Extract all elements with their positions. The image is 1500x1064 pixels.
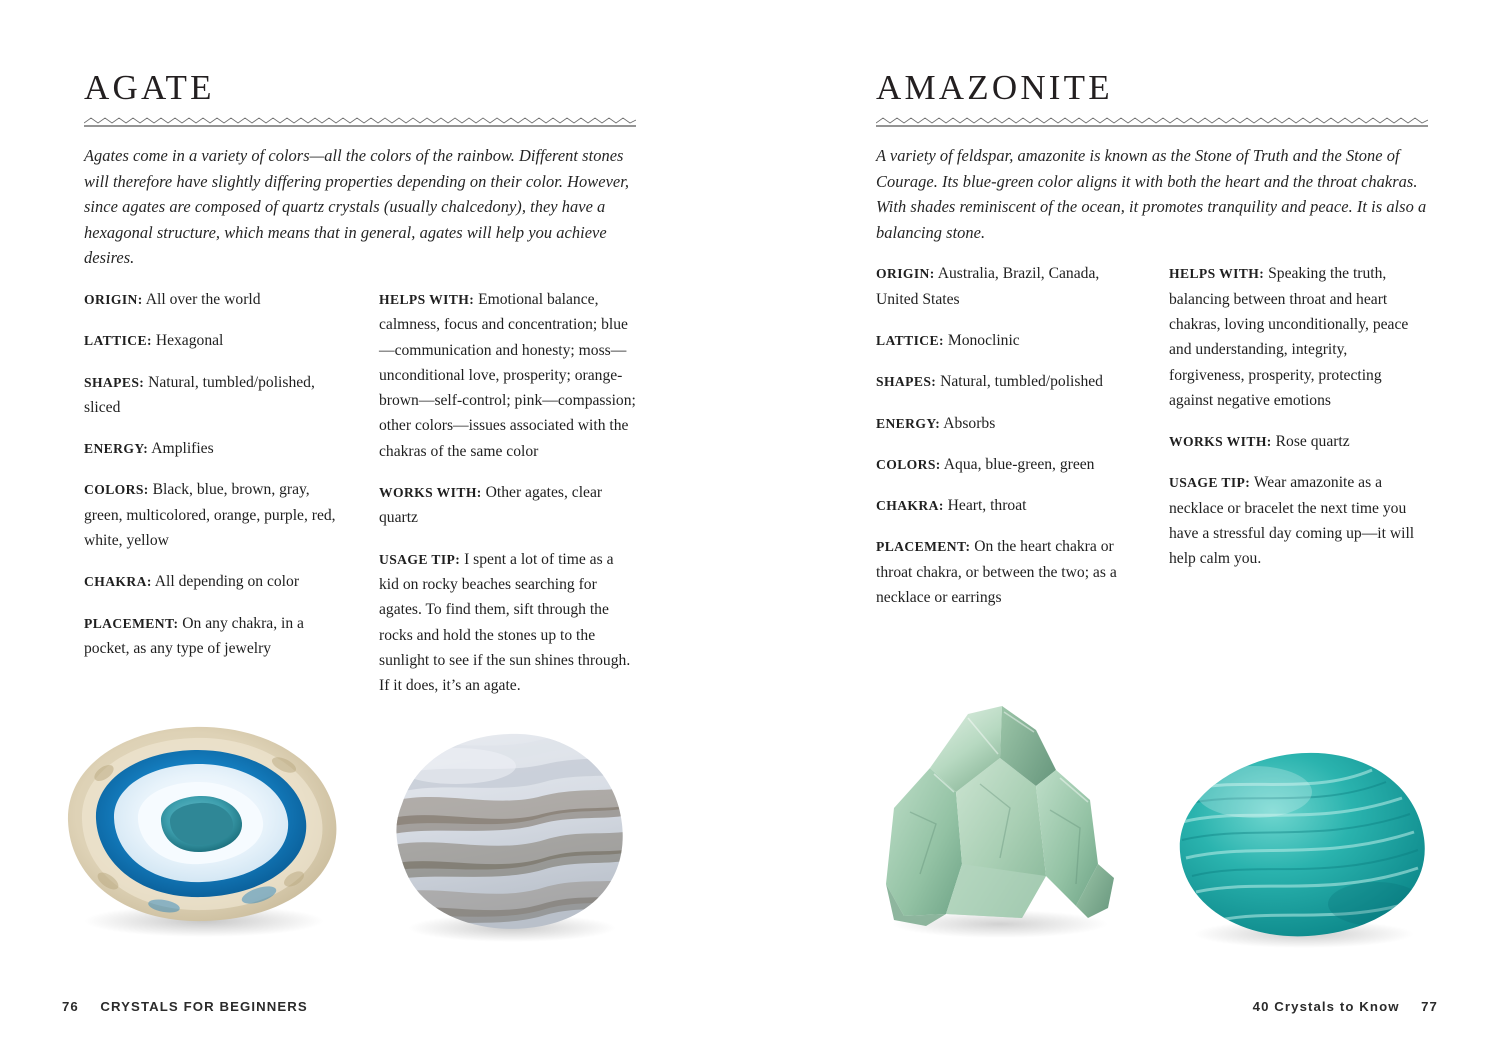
field-lattice <box>84 328 341 353</box>
page-title: AMAZONITE <box>876 68 1113 107</box>
field-value: On any chakra, in a pocket, as any type of jewelry <box>84 614 304 657</box>
field-helps-with <box>379 287 636 464</box>
decorative-wave-divider <box>84 116 636 130</box>
field-value: Hexagonal <box>155 332 224 350</box>
field-value: Heart, throat <box>947 497 1027 515</box>
page-number: 77 <box>1421 999 1438 1014</box>
property-column-right <box>1169 261 1422 610</box>
field-label: ENERGY: <box>84 441 149 457</box>
field-label: WORKS WITH: <box>379 485 482 501</box>
field-label: PLACEMENT: <box>876 539 971 555</box>
intro-paragraph: A variety of feldspar, amazonite is known as the Stone of Truth and the Stone of Courage. Its blue-green color aligns it with both the heart and the throat chakras. With shades reminiscent of the ocean, it promotes tranquility and peace. It is also a balancing stone. <box>876 146 1427 242</box>
field-label: CHAKRA: <box>84 574 152 590</box>
field-value: All depending on color <box>154 573 300 591</box>
right-page-photos <box>750 718 1500 968</box>
field-value: Natural, tumbled/polished <box>940 373 1103 391</box>
field-label: CHAKRA: <box>876 498 944 514</box>
amazonite-tumbled-stone-photo <box>1162 736 1442 961</box>
book-title: CRYSTALS FOR BEGINNERS <box>100 999 308 1014</box>
field-value: Absorbs <box>943 414 996 432</box>
field-chakra <box>876 493 1129 518</box>
field-value: Black, blue, brown, gray, green, multicolored, orange, purple, red, white, yellow <box>84 481 336 550</box>
field-placement <box>876 534 1129 610</box>
field-value: Natural, tumbled/polished, sliced <box>84 373 315 416</box>
field-label: LATTICE: <box>84 333 152 349</box>
field-value: Australia, Brazil, Canada, United States <box>876 265 1100 308</box>
field-energy <box>876 411 1129 436</box>
left-page-photos <box>0 718 750 968</box>
field-value: On the heart chakra or throat chakra, or between the two; as a necklace or earrings <box>876 538 1117 607</box>
field-placement <box>84 611 341 662</box>
field-works-with <box>1169 429 1422 454</box>
field-value: I spent a lot of time as a kid on rocky beaches searching for agates. To find them, sift through the rocks and hold the stones up to the sunlight to see if the sun shines through. If it does, it’s an agate. <box>379 550 631 695</box>
left-page-footer <box>62 999 308 1014</box>
decorative-wave-divider <box>876 116 1428 130</box>
field-label: HELPS WITH: <box>1169 266 1265 282</box>
right-page-footer <box>1253 999 1438 1014</box>
amazonite-raw-crystal-cluster-photo <box>850 688 1150 963</box>
field-label: COLORS: <box>876 456 941 472</box>
field-origin <box>876 261 1129 312</box>
field-helps-with <box>1169 261 1422 413</box>
page-title: AGATE <box>84 68 215 107</box>
blue-agate-geode-slice-photo <box>44 703 364 958</box>
page-number: 76 <box>62 999 79 1014</box>
field-shapes <box>876 369 1129 394</box>
field-energy <box>84 436 341 461</box>
property-column-right <box>379 287 636 698</box>
field-works-with <box>379 480 636 531</box>
field-value: Monoclinic <box>947 331 1020 349</box>
field-label: USAGE TIP: <box>379 551 461 567</box>
field-value: Other agates, clear quartz <box>379 484 603 527</box>
field-label: ENERGY: <box>876 415 941 431</box>
field-value: Rose quartz <box>1275 433 1350 451</box>
property-column-left <box>84 287 341 698</box>
field-label: SHAPES: <box>84 374 145 390</box>
field-colors <box>876 452 1129 477</box>
field-value: Aqua, blue-green, green <box>943 455 1095 473</box>
field-usage-tip <box>1169 470 1422 571</box>
field-label: HELPS WITH: <box>379 291 475 307</box>
field-label: COLORS: <box>84 482 149 498</box>
field-value: Speaking the truth, balancing between throat and heart chakras, loving unconditionally, peace and understanding, integrity, forgiveness, prosperity, protecting against negative emotions <box>1169 265 1409 409</box>
property-columns <box>876 261 1428 610</box>
field-label: PLACEMENT: <box>84 615 179 631</box>
section-title: 40 Crystals to Know <box>1252 999 1400 1014</box>
field-chakra <box>84 569 341 594</box>
field-origin <box>84 287 341 312</box>
field-lattice <box>876 328 1129 353</box>
property-columns <box>84 287 636 698</box>
field-label: WORKS WITH: <box>1169 434 1272 450</box>
field-label: SHAPES: <box>876 374 937 390</box>
field-label: LATTICE: <box>876 332 944 348</box>
intro-paragraph: Agates come in a variety of colors—all the colors of the rainbow. Different stones will therefore have slightly differing properties depending on their color. However, since agates are composed of quartz crystals (usually chalcedony), they have a hexagonal structure, which means that in general, agates will help you achieve desires. <box>84 146 630 268</box>
right-page <box>750 0 1500 1064</box>
field-value: Amplifies <box>151 440 214 458</box>
field-label: USAGE TIP: <box>1169 475 1251 491</box>
field-usage-tip <box>379 547 636 699</box>
field-label: ORIGIN: <box>84 291 143 307</box>
banded-gray-agate-tumbled-photo <box>366 720 646 965</box>
field-value: Wear amazonite as a necklace or bracelet the next time you have a stressful day coming up—it will help calm you. <box>1169 474 1415 568</box>
property-column-left <box>876 261 1129 610</box>
field-value: All over the world <box>145 290 261 308</box>
field-label: ORIGIN: <box>876 266 935 282</box>
field-colors <box>84 477 341 553</box>
field-shapes <box>84 370 341 421</box>
field-value: Emotional balance, calmness, focus and concentration; blue—communication and honesty; moss—unconditional love, prosperity; orange-brown—self-control; pink—compassion; other colors—issues associated with the chakras of the same color <box>379 290 636 460</box>
